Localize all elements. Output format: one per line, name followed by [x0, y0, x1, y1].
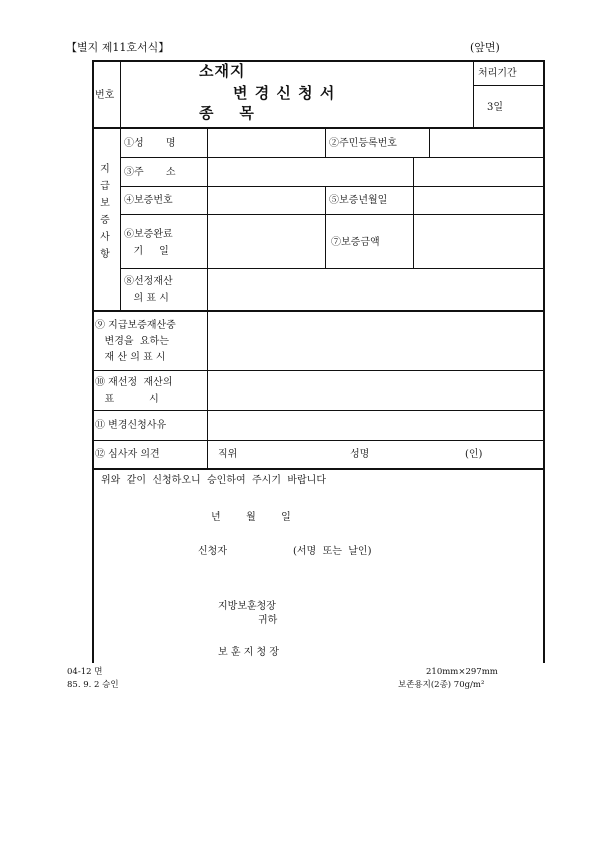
reselect-property-label-2: 표 시 [95, 394, 159, 405]
resident-no-field[interactable] [430, 128, 542, 156]
footer-paper-size: 210mm×297mm [426, 667, 498, 677]
page-side: (앞면) [470, 41, 500, 54]
change-property-field[interactable] [208, 312, 542, 369]
number-field[interactable] [121, 62, 196, 126]
address-field[interactable] [208, 158, 542, 185]
application-date: 년 월 일 [211, 512, 291, 523]
addressee-line-3: 보 훈 지 청 장 [218, 647, 280, 658]
completion-date-label-1: ⑥보증완료 [124, 229, 173, 240]
application-statement: 위와 같이 신청하오니 승인하여 주시기 바랍니다 [101, 475, 326, 486]
form-id: 【별지 제11호서식】 [66, 41, 170, 54]
footer-code: 04-12 면 [67, 667, 103, 677]
examiner-position-label: 직위 [218, 449, 238, 460]
reselect-property-field[interactable] [208, 371, 542, 409]
examiner-position-field[interactable] [238, 441, 338, 467]
footer-paper-type: 보존용지(2종) 70g/m² [398, 680, 485, 690]
guarantee-date-label: ⑤보증년월일 [329, 195, 388, 206]
processing-period-value: 3일 [487, 102, 504, 113]
addressee-line-1: 지방보훈청장 [218, 601, 276, 612]
title-line-2: 변 경 신 청 서 [233, 84, 336, 102]
change-property-label-2: 변경을 요하는 [95, 336, 169, 347]
footer-approval: 85. 9. 2 승인 [67, 680, 119, 690]
property-label-1: ⑧선정재산 [124, 276, 173, 287]
resident-no-label: ②주민등록번호 [329, 138, 397, 149]
guarantee-no-label: ④보증번호 [124, 195, 173, 206]
examiner-name-label: 성명 [350, 449, 370, 460]
guarantee-amount-field[interactable] [414, 215, 542, 267]
guarantee-no-field[interactable] [208, 187, 324, 213]
applicant-label: 신청자 [198, 546, 227, 557]
completion-date-field[interactable] [208, 215, 324, 267]
examiner-name-field[interactable] [372, 441, 462, 467]
number-label: 번호 [95, 90, 115, 101]
processing-period-label: 처리기간 [478, 68, 517, 79]
change-reason-label: ⑪ 변경신청사유 [95, 420, 167, 431]
guarantee-section-label: 지 급 보 증 사 항 [100, 164, 110, 260]
title-line-1: 소재지 [199, 62, 246, 80]
property-label-2: 의 표 시 [124, 293, 169, 304]
change-property-label-3: 재 산 의 표 시 [95, 352, 166, 363]
guarantee-amount-label: ⑦보증금액 [331, 237, 380, 248]
change-reason-field[interactable] [208, 411, 542, 439]
name-label: ①성 명 [124, 138, 176, 149]
addressee-line-2: 귀하 [258, 615, 278, 626]
change-property-label-1: ⑨ 지급보증재산중 [95, 320, 176, 331]
property-field[interactable] [208, 269, 542, 309]
examiner-seal: (인) [465, 449, 483, 460]
guarantee-date-field[interactable] [414, 187, 542, 213]
address-label: ③주 소 [124, 167, 176, 178]
name-field[interactable] [208, 128, 324, 156]
reselect-property-label-1: ⑩ 재선정 재산의 [95, 377, 173, 388]
applicant-field[interactable] [236, 540, 288, 560]
examiner-opinion-label: ⑫ 심사자 의견 [95, 449, 160, 460]
applicant-signature-note: (서명 또는 날인) [293, 546, 372, 557]
title-line-3: 종 목 [199, 104, 255, 122]
completion-date-label-2: 기 일 [124, 246, 169, 257]
